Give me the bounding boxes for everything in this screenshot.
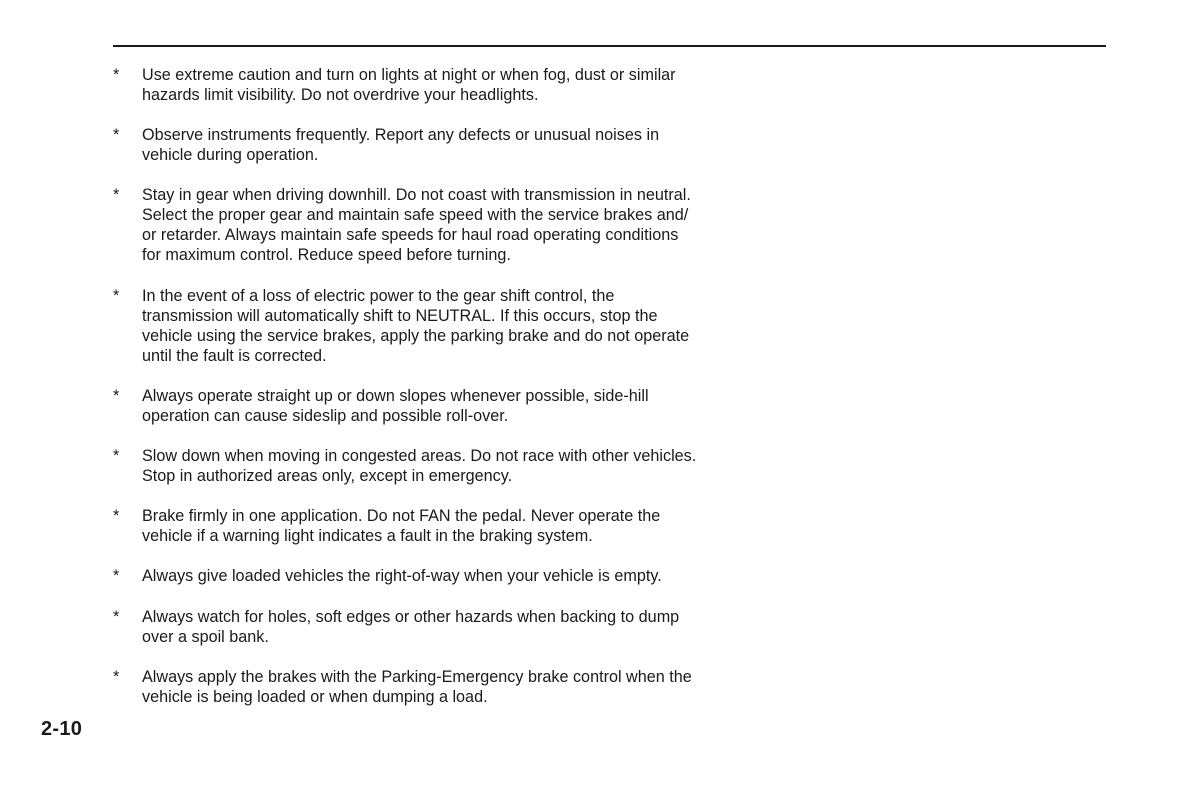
bullet-item [113,65,793,105]
bullet-text-line: vehicle using the service brakes, apply the parking brake and do not operate [142,326,690,345]
bullet-text-line: Brake firmly in one application. Do not FAN the pedal. Never operate the [142,507,661,526]
bullet-marker: * [113,66,120,84]
bullet-text-line: Observe instruments frequently. Report any defects or unusual noises in [142,126,660,145]
bullet-item [113,446,793,486]
bullet-item [113,667,793,707]
bullet-text-line: Always watch for holes, soft edges or other hazards when backing to dump [142,607,680,626]
bullet-text-line: Always give loaded vehicles the right-of-way when your vehicle is empty. [142,567,662,586]
bullet-text-line: Always operate straight up or down slopes whenever possible, side-hill [142,386,649,405]
bullet-item [113,607,793,647]
header-rule [113,45,1106,47]
bullet-text-line: for maximum control. Reduce speed before turning. [142,246,511,265]
safety-bullet-list [113,65,793,727]
bullet-text-line: hazards limit visibility. Do not overdrive your headlights. [142,86,539,104]
bullet-text-line: Stay in gear when driving downhill. Do not coast with transmission in neutral. [142,186,691,205]
bullet-text-line: transmission will automatically shift to NEUTRAL. If this occurs, stop the [142,306,658,325]
bullet-item [113,386,793,426]
bullet-marker: * [113,507,120,526]
bullet-marker: * [113,667,120,686]
bullet-text-line: In the event of a loss of electric power to the gear shift control, the [142,286,615,305]
bullet-marker: * [113,567,120,586]
bullet-text-line: operation can cause sideslip and possible roll-over. [142,406,509,425]
bullet-text-line: vehicle if a warning light indicates a fault in the braking system. [142,527,593,546]
bullet-text-line: vehicle is being loaded or when dumping a load. [142,687,488,706]
bullet-marker: * [113,186,120,205]
bullet-text-line: Always apply the brakes with the Parking-Emergency brake control when the [142,667,692,686]
bullet-text-line: or retarder. Always maintain safe speeds for haul road operating conditions [142,226,679,245]
bullet-marker: * [113,386,120,405]
bullet-item [113,506,793,546]
bullet-item [113,185,793,265]
bullet-text-line: over a spoil bank. [142,627,269,646]
bullet-marker: * [113,286,120,305]
bullet-text-line: vehicle during operation. [142,146,319,165]
bullet-marker: * [113,446,120,465]
bullet-item [113,125,793,165]
bullet-text-line: until the fault is corrected. [142,346,327,365]
bullet-item [113,286,793,366]
bullet-text-line: Select the proper gear and maintain safe speed with the service brakes and/ [142,206,689,225]
bullet-marker: * [113,607,120,626]
bullet-text-line: Slow down when moving in congested areas. Do not race with other vehicles. [142,446,697,465]
bullet-text-line: Stop in authorized areas only, except in emergency. [142,466,513,485]
page-number: 2-10 [41,718,83,740]
bullet-marker: * [113,126,120,145]
bullet-item [113,566,793,586]
bullet-text-line: Use extreme caution and turn on lights at night or when fog, dust or similar [142,66,676,84]
